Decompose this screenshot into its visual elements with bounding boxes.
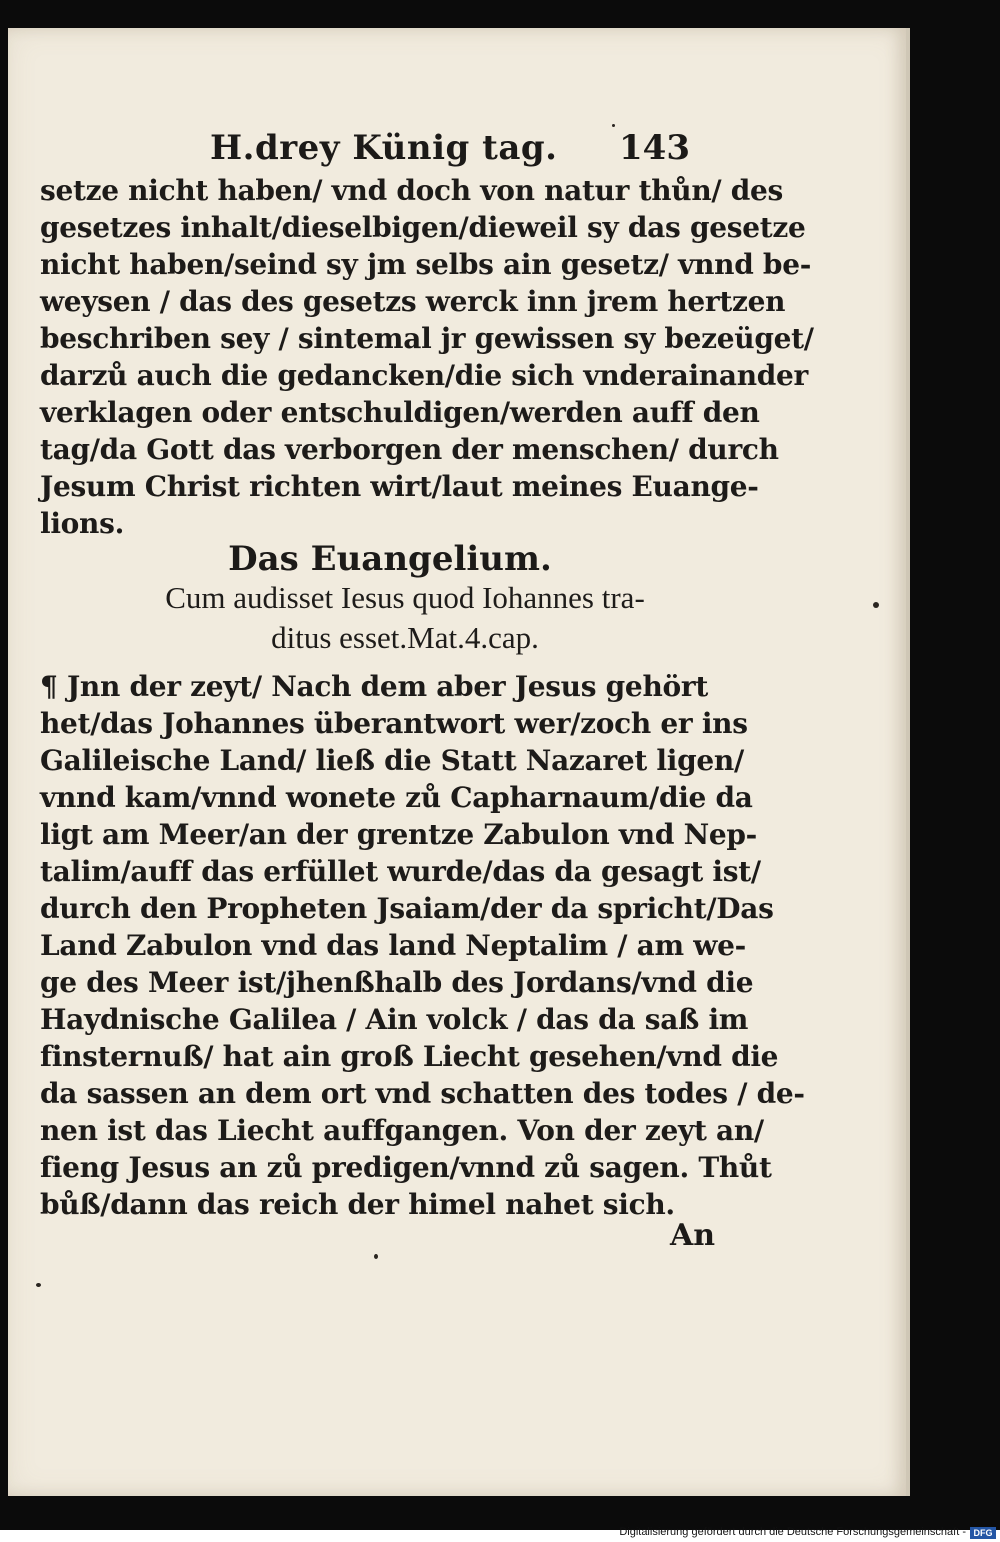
- page-number: 143: [619, 128, 690, 168]
- section-heading: Das Euangelium.: [228, 539, 552, 579]
- text-line: verklagen oder entschuldigen/werden auff den: [40, 396, 760, 429]
- text-line: darzů auch die gedancken/die sich vnderainander: [40, 359, 809, 392]
- text-line: beschriben sey / sintemal jr gewissen sy bezeüget/: [40, 322, 814, 355]
- ink-speck: [374, 1254, 378, 1259]
- latin-line: ditus esset.Mat.4.cap.: [271, 620, 539, 655]
- text-line: ligt am Meer/an der grentze Zabulon vnd Nep-: [40, 818, 757, 851]
- text-line: da sassen an dem ort vnd schatten des todes / de-: [40, 1077, 805, 1110]
- ink-speck: [612, 124, 615, 127]
- text-line: setze nicht haben/ vnd doch von natur thůn/ des: [40, 174, 784, 207]
- paragraph-1: [40, 172, 814, 542]
- running-title: H.drey Künig tag.: [210, 128, 558, 168]
- text-line: gesetzes inhalt/dieselbigen/dieweil sy das gesetze: [40, 211, 806, 244]
- text-line: talim/auff das erfüllet wurde/das da gesagt ist/: [40, 855, 761, 888]
- text-line: finsternuß/ hat ain groß Liecht gesehen/vnd die: [40, 1040, 779, 1073]
- text-line: vnnd kam/vnnd wonete zů Capharnaum/die da: [40, 781, 753, 814]
- ink-speck: [36, 1283, 41, 1287]
- text-line: ge des Meer ist/jhenßhalb des Jordans/vnd die: [40, 966, 754, 999]
- page-edge: [906, 28, 910, 1496]
- text-line: bůß/dann das reich der himel nahet sich.: [40, 1188, 675, 1221]
- ink-speck: [873, 602, 879, 608]
- paragraph-2: [40, 668, 805, 1223]
- text-line: lions.: [40, 507, 125, 540]
- running-head: [210, 128, 690, 176]
- text-line: Haydnische Galilea / Ain volck / das da saß im: [40, 1003, 749, 1036]
- dfg-logo: DFG: [970, 1527, 996, 1539]
- text-line: Land Zabulon vnd das land Neptalim / am we-: [40, 929, 746, 962]
- text-line: durch den Propheten Jsaiam/der da spricht/Das: [40, 892, 774, 925]
- text-line: het/das Johannes überantwort wer/zoch er ins: [40, 707, 748, 740]
- text-line: weysen / das des gesetzs werck inn jrem hertzen: [40, 285, 786, 318]
- text-line: fieng Jesus an zů predigen/vnnd zů sagen. Thůt: [40, 1151, 772, 1184]
- text-line: Jesum Christ richten wirt/laut meines Euange-: [40, 470, 759, 503]
- text-line: ¶ Jnn der zeyt/ Nach dem aber Jesus gehört: [40, 670, 708, 703]
- text-line: nen ist das Liecht auffgangen. Von der zeyt an/: [40, 1114, 764, 1147]
- text-line: Galileische Land/ ließ die Statt Nazaret ligen/: [40, 744, 744, 777]
- text-line: nicht haben/seind sy jm selbs ain gesetz/ vnnd be-: [40, 248, 812, 281]
- catchword: An: [670, 1218, 716, 1253]
- latin-caption: [60, 578, 750, 658]
- latin-line: Cum audisset Iesus quod Iohannes tra-: [165, 580, 645, 615]
- digitization-credit: Digitalisierung gefördert durch die Deutsche Forschungsgemeinschaft -: [619, 1526, 966, 1538]
- text-line: tag/da Gott das verborgen der menschen/ durch: [40, 433, 779, 466]
